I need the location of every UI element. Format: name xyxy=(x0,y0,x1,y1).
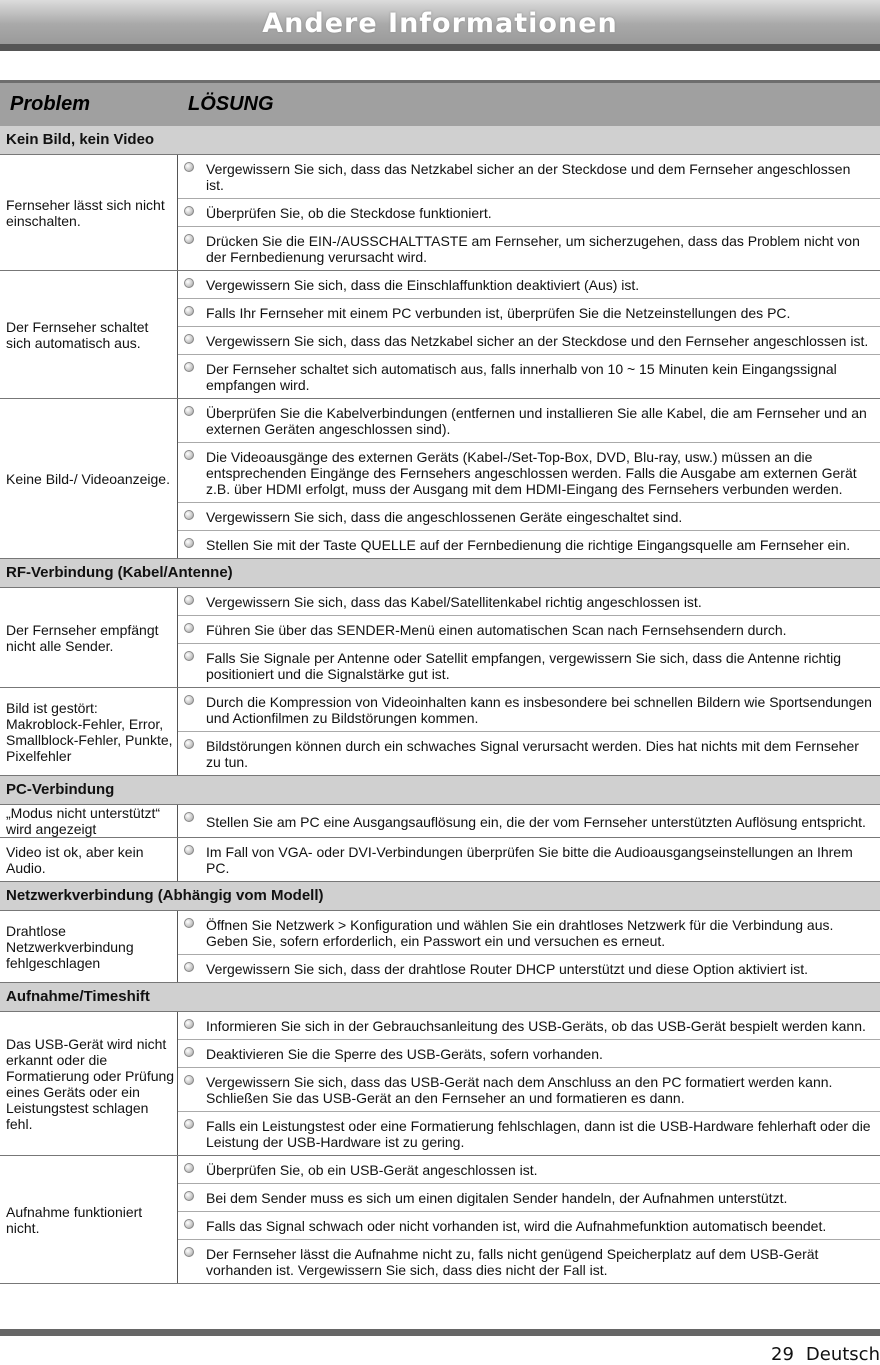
solution-cell xyxy=(178,688,880,732)
table-row xyxy=(0,1012,880,1040)
bullet-icon xyxy=(184,1119,194,1129)
table-row xyxy=(0,399,880,443)
solution-text: Überprüfen Sie, ob ein USB-Gerät angeschlossen ist. xyxy=(206,1162,538,1178)
solution-text: Deaktivieren Sie die Sperre des USB-Geräts, sofern vorhanden. xyxy=(206,1046,603,1062)
bullet-icon xyxy=(184,1191,194,1201)
table-row xyxy=(0,688,880,732)
section-row xyxy=(0,559,880,588)
solution-text: Stellen Sie am PC eine Ausgangsauflösung ein, die der vom Fernseher unterstützten Auflösung entspricht. xyxy=(206,814,866,830)
problem-cell: Der Fernseher empfängt nicht alle Sender. xyxy=(0,588,178,688)
solution-text: Vergewissern Sie sich, dass das Kabel/Satellitenkabel richtig angeschlossen ist. xyxy=(206,594,702,610)
solution-text: Informieren Sie sich in der Gebrauchsanleitung des USB-Geräts, ob das USB-Gerät bespielt werden kann. xyxy=(206,1018,866,1034)
solution-text: Die Videoausgänge des externen Geräts (Kabel-/Set-Top-Box, DVD, Blu-ray, usw.) müssen an die entsprechenden Eingänge des Fernsehers angeschlossen werden. Falls die Ausgabe am externen Gerät z.B. über HDMI erfolgt, muss der Ausgang mit dem HDMI-Eingang des Fernsehers verbunden werden. xyxy=(206,449,857,497)
problem-cell: Das USB-Gerät wird nicht erkannt oder die Formatierung oder Prüfung eines Geräts oder ein Leistungstest schlagen fehl. xyxy=(0,1012,178,1156)
solution-text: Durch die Kompression von Videoinhalten kann es insbesondere bei schnellen Bildern wie Sportsendungen und Actionfilmen zu Bildstörungen kommen. xyxy=(206,694,872,726)
solution-text: Vergewissern Sie sich, dass das Netzkabel sicher an der Steckdose und den Fernseher angeschlossen ist. xyxy=(206,333,868,349)
bullet-icon xyxy=(184,651,194,661)
solution-cell xyxy=(178,271,880,299)
solution-cell xyxy=(178,299,880,327)
problem-cell: Drahtlose Netzwerkverbindung fehlgeschlagen xyxy=(0,911,178,983)
section-title: Aufnahme/Timeshift xyxy=(0,983,880,1012)
page-title: Andere Informationen xyxy=(0,8,880,39)
solution-cell xyxy=(178,588,880,616)
table-row xyxy=(0,1156,880,1184)
bullet-icon xyxy=(184,739,194,749)
solution-cell xyxy=(178,1040,880,1068)
bullet-icon xyxy=(184,918,194,928)
section-row xyxy=(0,776,880,805)
solution-cell xyxy=(178,1184,880,1212)
solution-cell xyxy=(178,443,880,503)
solution-text: Bildstörungen können durch ein schwaches Signal verursacht werden. Dies hat nichts mit dem Fernseher zu tun. xyxy=(206,738,859,770)
problem-cell: Keine Bild-/ Videoanzeige. xyxy=(0,399,178,559)
problem-cell: Aufnahme funktioniert nicht. xyxy=(0,1156,178,1284)
solution-text: Bei dem Sender muss es sich um einen digitalen Sender handeln, der Aufnahmen unterstützt. xyxy=(206,1190,787,1206)
solution-cell xyxy=(178,531,880,559)
solution-cell xyxy=(178,955,880,983)
solution-text: Überprüfen Sie die Kabelverbindungen (entfernen und installieren Sie alle Kabel, die am Fernseher und an externen Geräten angeschlossen sind). xyxy=(206,405,867,437)
bullet-icon xyxy=(184,306,194,316)
solution-cell xyxy=(178,1212,880,1240)
bullet-icon xyxy=(184,595,194,605)
solution-cell xyxy=(178,327,880,355)
solution-cell xyxy=(178,1068,880,1112)
title-banner xyxy=(0,0,880,51)
solution-text: Vergewissern Sie sich, dass die angeschlossenen Geräte eingeschaltet sind. xyxy=(206,509,682,525)
bullet-icon xyxy=(184,1075,194,1085)
bullet-icon xyxy=(184,695,194,705)
solution-cell xyxy=(178,227,880,271)
solution-text: Im Fall von VGA- oder DVI-Verbindungen überprüfen Sie bitte die Audioausgangseinstellungen an Ihrem PC. xyxy=(206,844,853,876)
section-title: RF-Verbindung (Kabel/Antenne) xyxy=(0,559,880,588)
table-row xyxy=(0,155,880,199)
bullet-icon xyxy=(184,162,194,172)
section-row xyxy=(0,983,880,1012)
solution-text: Der Fernseher lässt die Aufnahme nicht zu, falls nicht genügend Speicherplatz auf dem USB-Gerät vorhanden ist. Vergewissern Sie sich, dass dies nicht der Fall ist. xyxy=(206,1246,818,1278)
solution-cell xyxy=(178,1112,880,1156)
page-language: Deutsch xyxy=(806,1344,880,1365)
solution-text: Drücken Sie die EIN-/AUSSCHALTTASTE am Fernseher, um sicherzugehen, dass das Problem nicht von der Fernbedienung verursacht wird. xyxy=(206,233,860,265)
solution-cell xyxy=(178,355,880,399)
bullet-icon xyxy=(184,623,194,633)
bullet-icon xyxy=(184,845,194,855)
bullet-icon xyxy=(184,510,194,520)
section-title: Netzwerkverbindung (Abhängig vom Modell) xyxy=(0,882,880,911)
bullet-icon xyxy=(184,1219,194,1229)
bullet-icon xyxy=(184,234,194,244)
solution-text: Falls Sie Signale per Antenne oder Satellit empfangen, vergewissern Sie sich, dass die Antenne richtig positioniert und die Signalstärke gut ist. xyxy=(206,650,841,682)
bullet-icon xyxy=(184,1047,194,1057)
solution-text: Führen Sie über das SENDER-Menü einen automatischen Scan nach Fernsehsendern durch. xyxy=(206,622,787,638)
header-solution: LÖSUNG xyxy=(188,93,274,116)
bullet-icon xyxy=(184,1019,194,1029)
solution-text: Falls das Signal schwach oder nicht vorhanden ist, wird die Aufnahmefunktion automatisch beendet. xyxy=(206,1218,826,1234)
solution-text: Öffnen Sie Netzwerk > Konfiguration und wählen Sie ein drahtloses Netzwerk für die Verbindung aus. Geben Sie, sofern erforderlich, ein Passwort ein und versuchen es erneut. xyxy=(206,917,833,949)
table-row xyxy=(0,805,880,838)
solution-cell xyxy=(178,1012,880,1040)
solution-text: Vergewissern Sie sich, dass die Einschlaffunktion deaktiviert (Aus) ist. xyxy=(206,277,639,293)
solution-cell xyxy=(178,616,880,644)
problem-cell: „Modus nicht unterstützt“ wird angezeigt xyxy=(0,805,178,838)
solution-cell xyxy=(178,399,880,443)
solution-cell xyxy=(178,644,880,688)
bullet-icon xyxy=(184,1247,194,1257)
table-row xyxy=(0,911,880,955)
section-row xyxy=(0,126,880,155)
solution-text: Der Fernseher schaltet sich automatisch aus, falls innerhalb von 10 ~ 15 Minuten kein Eingangssignal empfangen wird. xyxy=(206,361,837,393)
section-title: PC-Verbindung xyxy=(0,776,880,805)
bullet-icon xyxy=(184,406,194,416)
troubleshooting-table xyxy=(0,126,880,1284)
table-header xyxy=(0,80,880,126)
problem-cell: Video ist ok, aber kein Audio. xyxy=(0,838,178,882)
solution-cell xyxy=(178,503,880,531)
solution-cell xyxy=(178,1156,880,1184)
section-row xyxy=(0,882,880,911)
bullet-icon xyxy=(184,450,194,460)
solution-text: Falls Ihr Fernseher mit einem PC verbunden ist, überprüfen Sie die Netzeinstellungen des PC. xyxy=(206,305,790,321)
solution-text: Überprüfen Sie, ob die Steckdose funktioniert. xyxy=(206,205,492,221)
solution-cell xyxy=(178,911,880,955)
problem-cell: Fernseher lässt sich nicht einschalten. xyxy=(0,155,178,271)
bullet-icon xyxy=(184,334,194,344)
solution-text: Vergewissern Sie sich, dass das Netzkabel sicher an der Steckdose und dem Fernseher angeschlossen ist. xyxy=(206,161,850,193)
solution-cell xyxy=(178,732,880,776)
solution-cell xyxy=(178,805,880,838)
problem-cell: Der Fernseher schaltet sich automatisch aus. xyxy=(0,271,178,399)
solution-text: Vergewissern Sie sich, dass der drahtlose Router DHCP unterstützt und diese Option aktiviert ist. xyxy=(206,961,808,977)
header-problem: Problem xyxy=(10,93,90,116)
solution-cell xyxy=(178,838,880,882)
table-row xyxy=(0,271,880,299)
table-row xyxy=(0,588,880,616)
bullet-icon xyxy=(184,812,194,822)
bullet-icon xyxy=(184,206,194,216)
bullet-icon xyxy=(184,538,194,548)
section-title: Kein Bild, kein Video xyxy=(0,126,880,155)
bullet-icon xyxy=(184,362,194,372)
solution-text: Vergewissern Sie sich, dass das USB-Gerät nach dem Anschluss an den PC formatiert werden kann. Schließen Sie das USB-Gerät an den Fernseher an und formatieren es dann. xyxy=(206,1074,832,1106)
solution-cell xyxy=(178,1240,880,1284)
bullet-icon xyxy=(184,962,194,972)
footer-divider xyxy=(0,1329,880,1336)
table-row xyxy=(0,838,880,882)
solution-cell xyxy=(178,155,880,199)
solution-text: Falls ein Leistungstest oder eine Formatierung fehlschlagen, dann ist die USB-Hardware fehlerhaft oder die Leistung der USB-Hardware ist zu gering. xyxy=(206,1118,871,1150)
bullet-icon xyxy=(184,1163,194,1173)
bullet-icon xyxy=(184,278,194,288)
page-number: 29 xyxy=(771,1344,794,1365)
solution-text: Stellen Sie mit der Taste QUELLE auf der Fernbedienung die richtige Eingangsquelle am Fernseher ein. xyxy=(206,537,850,553)
problem-cell: Bild ist gestört: Makroblock-Fehler, Error, Smallblock-Fehler, Punkte, Pixelfehler xyxy=(0,688,178,776)
solution-cell xyxy=(178,199,880,227)
